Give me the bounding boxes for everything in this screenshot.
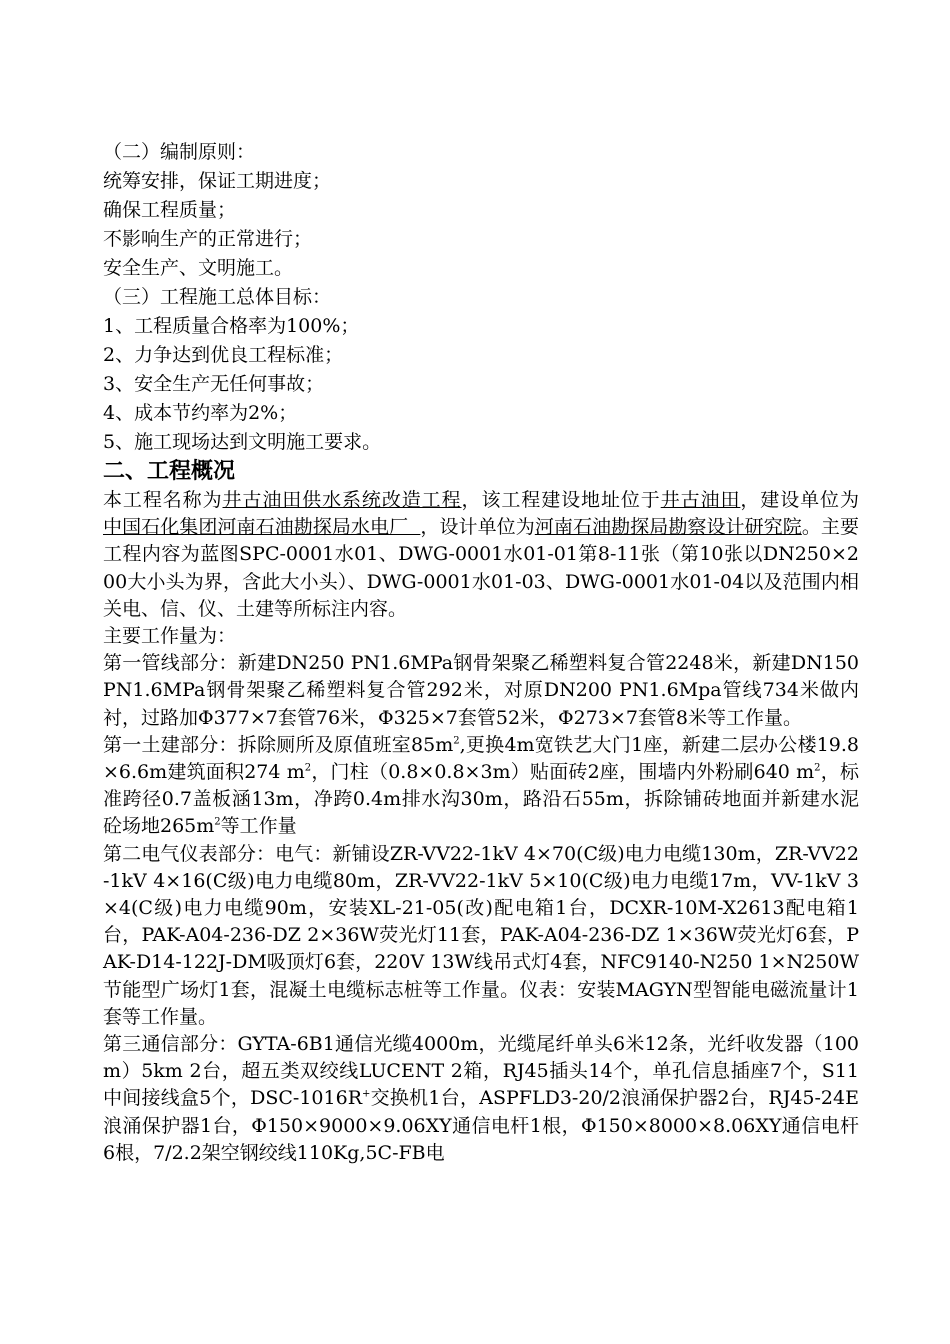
principle-item: 确保工程质量； bbox=[103, 199, 237, 221]
goal-item: 3、安全生产无任何事故； bbox=[103, 373, 325, 395]
goal-item: 2、力争达到优良工程标准； bbox=[103, 344, 344, 366]
principle-item: 安全生产、文明施工。 bbox=[103, 257, 294, 279]
intro-text: ，建设单位为 bbox=[740, 489, 859, 511]
goals-heading: （三）工程施工总体目标： bbox=[103, 286, 332, 308]
superscript: + bbox=[362, 1089, 371, 1101]
project-owner: 中国石化集团河南石油勘探局水电厂 bbox=[103, 516, 421, 539]
intro-text: ，该工程建设地址位于 bbox=[461, 489, 661, 511]
superscript: 2 bbox=[453, 735, 460, 747]
superscript: 2 bbox=[304, 762, 312, 774]
document-body bbox=[103, 138, 859, 1167]
comm-text: 第三通信部分：GYTA-6B1通信光缆4000m，光缆尾纤单头6米12条，光纤收发器（100m）5km 2台，超五类双绞线LUCENT 2箱，RJ45插头14个，单孔信息插座7个，S11中间接线盒5个，DSC-1016R bbox=[103, 1033, 859, 1110]
intro-text: 本工程名称为 bbox=[103, 489, 223, 511]
goal-item: 4、成本节约率为2%； bbox=[103, 402, 298, 424]
civil-text: ，标准跨径0.7盖板涵13m，净跨0.4m排水沟30m，路沿石55m，拆除铺砖地面并新建水泥砼场地265m bbox=[103, 761, 859, 838]
intro-paragraph bbox=[103, 487, 859, 623]
comm-text: 交换机1台，ASPFLD3-20/2浪涌保护器2台，RJ45-24E浪涌保护器1台，Φ150×9000×9.06XY通信电杆1根，Φ150×8000×8.06XY通信电杆6根，7/2.2架空钢绞线110Kg,5C-FB电 bbox=[103, 1087, 859, 1164]
project-designer: 河南石油勘探局勘察设计研究院 bbox=[534, 516, 802, 539]
civil-text: ，门柱（0.8×0.8×3m）贴面砖2座，围墙内外粉刷640 m bbox=[311, 761, 815, 784]
intro-text: 。主要工程内容为蓝图SPC-0001水01、DWG-0001水01-01第8-11张（第10张以DN250×200大小头为界，含此大小头）、DWG-0001水01-03、DWG-0001水01-04以及范围内相关电、信、仪、土建等所标注内容。 bbox=[103, 516, 859, 620]
project-name: 井古油田供水系统改造工程 bbox=[222, 489, 462, 511]
workload-label: 主要工作量为： bbox=[103, 625, 237, 648]
superscript: 2 bbox=[814, 762, 821, 774]
superscript: 2 bbox=[214, 817, 221, 829]
communication-paragraph bbox=[103, 1031, 859, 1167]
goal-item: 5、施工现场达到文明施工要求。 bbox=[103, 431, 382, 453]
civil-paragraph bbox=[103, 732, 859, 841]
civil-text: 第一土建部分：拆除厕所及原值班室85m bbox=[103, 733, 454, 756]
electrical-paragraph: 第二电气仪表部分：电气：新铺设ZR-VV22-1kV 4×70(C级)电力电缆130m，ZR-VV22-1kV 4×16(C级)电力电缆80m，ZR-VV22-1kV 5×10(C级)电力电缆17m，VV-1kV 3×4(C级)电力电缆90m，安装XL-21-05(改)配电箱1台，DCXR-10M-X2613配电箱1台，PAK-A04-236-DZ 2×36W荧光灯11套，PAK-A04-236-DZ 1×36W荧光灯6套，PAK-D14-122J-DM吸顶灯6套，220V 13W线吊式灯4套，NFC9140-N250 1×N250W节能型广场灯1套，混凝土电缆标志桩等工作量。仪表：安装MAGYN型智能电磁流量计1套等工作量。 bbox=[103, 842, 859, 1028]
civil-text: ,更换4m宽铁艺大门1座，新建二层办公楼19.8×6.6m建筑面积274 m bbox=[103, 733, 859, 784]
civil-text: 等工作量 bbox=[220, 815, 297, 838]
principles-heading: （二）编制原则： bbox=[103, 141, 256, 163]
project-site: 井古油田 bbox=[660, 489, 741, 511]
principle-item: 统筹安排，保证工期进度； bbox=[103, 170, 332, 192]
principle-item: 不影响生产的正常进行； bbox=[103, 228, 313, 250]
intro-text: ，设计单位为 bbox=[420, 516, 535, 539]
goal-item: 1、工程质量合格率为100%； bbox=[103, 315, 360, 337]
pipeline-paragraph: 第一管线部分：新建DN250 PN1.6MPa钢骨架聚乙稀塑料复合管2248米，新建DN150 PN1.6MPa钢骨架聚乙稀塑料复合管292米，对原DN200 PN1.6Mpa管线734米做内衬，过路加Φ377×7套管76米，Φ325×7套管52米，Φ273×7套管8米等工作量。 bbox=[103, 652, 859, 729]
section-title: 二、工程概况 bbox=[103, 459, 236, 484]
